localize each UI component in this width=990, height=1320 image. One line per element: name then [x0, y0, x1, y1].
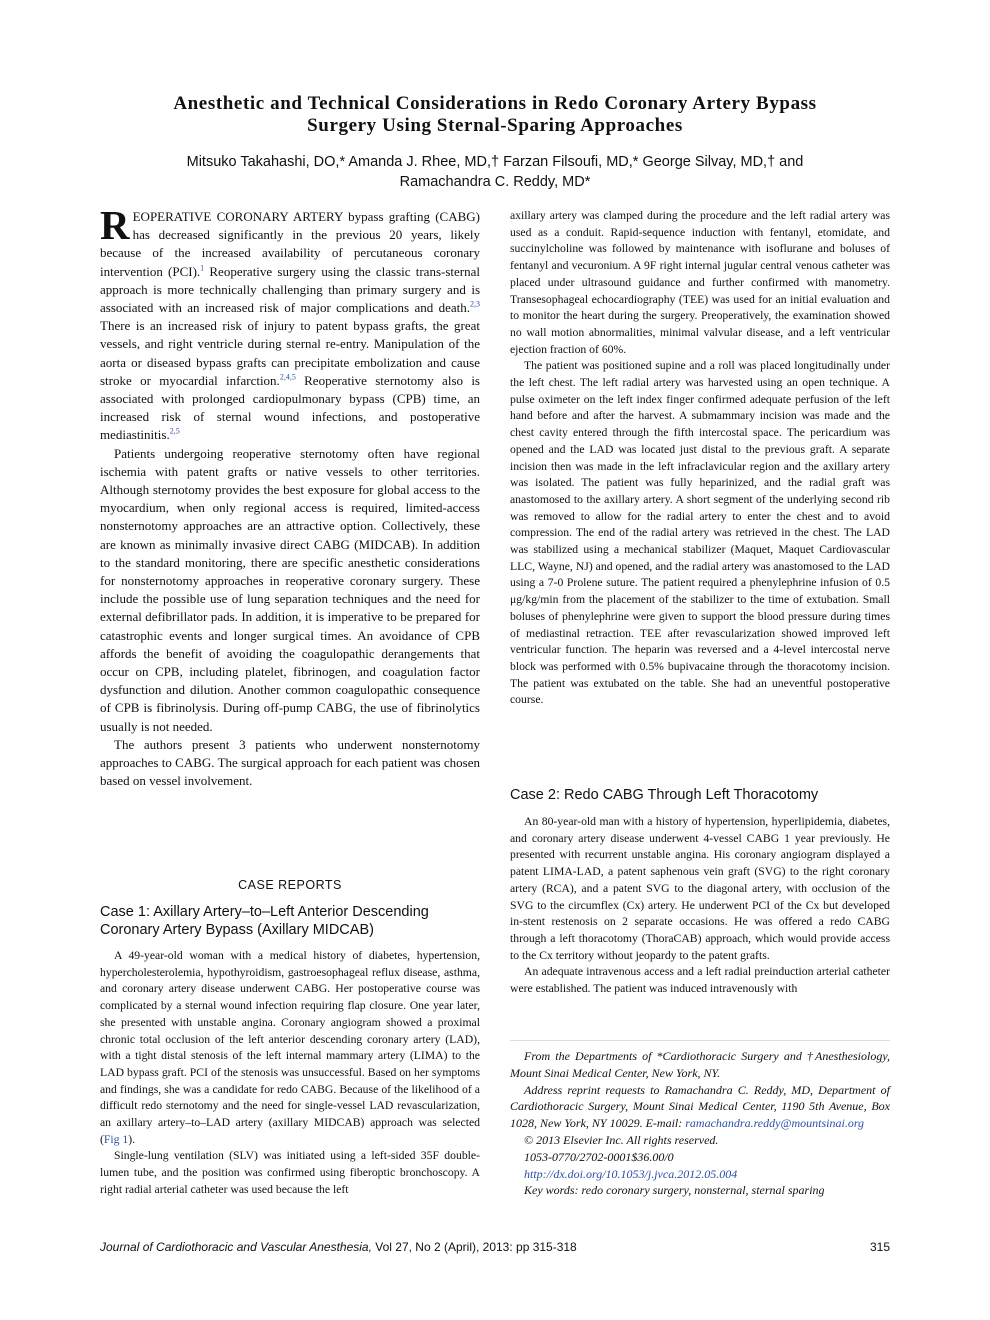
intro-paragraph-3: The authors present 3 patients who underwent nonsternotomy approaches to CABG. The surgical approach for each patient was chosen based on vessel involvement. — [100, 736, 480, 789]
citation-ref[interactable]: 2,5 — [169, 427, 180, 437]
author-line: Ramachandra C. Reddy, MD* — [399, 174, 591, 190]
drop-cap: R — [100, 202, 130, 248]
footnotes — [510, 1048, 890, 1199]
intro-text: Reoperative sternotomy also is associated with prolonged cardiopulmonary bypass (CPB) time, an increased risk of sternal wound infections, and postoperative mediastinitis. — [100, 372, 480, 443]
page-footer — [100, 1240, 890, 1254]
case2-paragraph-1: An 80-year-old man with a history of hypertension, hyperlipidemia, diabetes, and coronary artery disease underwent 4-vessel CABG 1 year previously. He presented with recurrent unstable angina. His coronary angiogram displayed a patent LIMA-LAD, a patent saphenous vein graft (SVG) to the right coronary artery (RCA), and a patent SVG to the diagonal artery, with occlusion of the SVG to the circumflex (Cx) artery. He underwent PCI of the Cx but developed in-stent restenosis on 2 separate occasions. He was offered a redo CABG through a left thoracotomy (ThoraCAB) approach, which would provide access to the Cx territory without jeopardy to the patent grafts. — [510, 815, 890, 962]
intro-text: Reoperative surgery using the classic trans-sternal approach is more technically challenging than primary surgery and is associated with an increased risk of major complications and death. — [100, 263, 480, 316]
case1-text-run: ). — [128, 1132, 136, 1146]
author-line: Mitsuko Takahashi, DO,* Amanda J. Rhee, MD,† Farzan Filsoufi, MD,* George Silvay, MD,† and — [186, 154, 804, 170]
figure-link[interactable]: Fig 1 — [103, 1132, 129, 1146]
title-line: Anesthetic and Technical Considerations in Redo Coronary Artery Bypass — [173, 93, 817, 114]
case1-paragraph-2: Single-lung ventilation (SLV) was initiated using a left-sided 35F double-lumen tube, and the position was confirmed using fiberoptic bronchoscopy. A right radial arterial catheter was used because the left — [100, 1149, 480, 1196]
citation-ref[interactable]: 2,3 — [470, 299, 480, 309]
author-list — [60, 152, 930, 192]
reprint-address-text: Address reprint requests to Ramachandra C. Reddy, MD, Department of Cardiothoracic Surgery, Mount Sinai Medical Center, 1190 5th Avenue, Box 1028, New York, NY 10029. E-mail: — [510, 1082, 890, 1131]
right-column — [510, 208, 890, 996]
case1-heading-line: Case 1: Axillary Artery–to–Left Anterior Descending — [100, 904, 429, 920]
intro-text: There is an increased risk of injury to patent bypass grafts, the great vessels, and right ventricle during sternal re-entry. Manipulation of the aorta or diseased bypass grafts can precipitate embolization and cause stroke or myocardial infarction. — [100, 318, 480, 388]
case1-heading-line: Coronary Artery Bypass (Axillary MIDCAB) — [100, 922, 374, 938]
page-number: 315 — [869, 1240, 890, 1254]
case2-paragraph-2: An adequate intravenous access and a left radial preinduction arterial catheter were established. The patient was induced intravenously with — [510, 965, 890, 996]
intro-text: EOPERATIVE CORONARY ARTERY bypass grafting (CABG) has decreased significantly in the previous 20 years, likely because of the increased availability of percutaneous coronary intervention (PCI). — [100, 209, 480, 279]
intro-paragraph-1 — [100, 202, 480, 445]
citation-ref[interactable]: 1 — [200, 263, 205, 273]
case2-heading: Case 2: Redo CABG Through Left Thoracotomy — [510, 787, 819, 803]
case2-text — [510, 814, 890, 998]
case1-paragraph-4: The patient was positioned supine and a roll was placed longitudinally under the left chest. The left radial artery was harvested using an open technique. A pulse oximeter on the left index finger confirmed adequate perfusion of the left hand before and after the harvest. A submammary incision was made and the chest cavity entered through the fifth intercostal space. The pericardium was opened and the LAD was located just distal to the previous graft. A separate incision then was made in the left infraclavicular region and the axillary artery was isolated. The patient was fully heparinized, and the radial graft was anastomosed to the axillary artery. A short segment of the underlying second rib was removed to allow for the radial artery to enter the chest and to avoid compression. The end of the radial artery was retrieved in the chest. The LAD was stabilized using a mechanical stabilizer (Maquet, Maquet Cardiovascular LLC, Wayne, NJ) and opened, and the radial artery was anastomosed to the LAD using a 7-0 Prolene suture. The patient required a phenylephrine infusion of 0.5 μg/kg/min from the placement of the stabilizer to the time of extubation. Small boluses of phenylephrine were given to support the blood pressure during times of mediastinal retraction. TEE after revascularization showed improved left ventricular function. The heparin was reversed and a 4-level intercostal nerve block was performed with 0.5% bupivacaine through the thoracotomy incision. The patient was extubated on the table. She had an uneventful postoperative course. — [510, 359, 890, 707]
citation-ref[interactable]: 2,4,5 — [279, 372, 296, 382]
reprint-address — [510, 1082, 890, 1132]
case1-paragraph-3: axillary artery was clamped during the procedure and the left radial artery was used as a conduit. Rapid-sequence induction with fentanyl, etomidate, and succinylcholine was followed by maintenance with isoflurane and boluses of fentanyl and vecuronium. A 9F right internal jugular central venous catheter was placed under ultrasound guidance and further confirmed with manometry. Transesophageal echocardiography (TEE) was used for an initial evaluation and to monitor the heart during the surgery. Preoperatively, the examination showed no wall motion abnormalities, minimal valvular disease, and a left ventricular ejection fraction of 60%. — [510, 209, 890, 356]
left-column — [100, 202, 480, 1196]
journal-citation: Vol 27, No 2 (April), 2013: pp 315-318 — [371, 1240, 577, 1254]
article-title — [60, 93, 930, 137]
intro-paragraph-2: Patients undergoing reoperative sternotomy often have regional ischemia with patent grafts or native vessels to other territories. Although sternotomy provides the best exposure for global access to the myocardium, when only regional access is required, limited-access nonsternotomy approaches are an attractive option. Collectively, these are known as minimally invasive direct CABG (MIDCAB). In addition to the standard monitoring, there are specific anesthetic considerations for nonsternotomy approaches in reoperative coronary surgery. These include the possible use of lung separation techniques and the need for external defibrillator pads. In addition, it is imperative to be prepared for catastrophic events and longer surgical times. An avoidance of CPB affords the benefit of avoiding the coagulopathic derangements that occur on CPB, including platelet, fibrinogen, and coagulation factor dysfunction and dilution. Another common coagulopathic consequence of CPB is fibrinolysis. During off-pump CABG, the use of fibrinolytics usually is not needed. — [100, 445, 480, 734]
case1-heading — [100, 903, 480, 939]
journal-name: Journal of Cardiothoracic and Vascular Anesthesia, — [100, 1240, 372, 1254]
doi-link[interactable]: http://dx.doi.org/10.1053/j.jvca.2012.05.004 — [524, 1166, 738, 1181]
copyright-note: © 2013 Elsevier Inc. All rights reserved. — [524, 1132, 719, 1147]
case1-paragraph-1 — [100, 948, 480, 1148]
issn-note: 1053-0770/2702-0001$36.00/0 — [524, 1149, 674, 1164]
keywords-note: Key words: redo coronary surgery, nonsternal, sternal sparing — [524, 1183, 825, 1198]
title-line: Surgery Using Sternal-Sparing Approaches — [307, 115, 683, 136]
email-link[interactable]: ramachandra.reddy@mountsinai.org — [685, 1116, 865, 1131]
case1-text-run: A 49-year-old woman with a medical history of diabetes, hypertension, hypercholesterolemia, hypothyroidism, gastroesophageal reflux disease, asthma, and coronary artery disease underwent CABG. Her postoperative course was complicated by a sternal wound infection requiring flap closure. One year later, she presented with unstable angina. Coronary angiogram showed a proximal chronic total occlusion of the left anterior descending coronary artery (LAD), with a tight distal stenosis of the left internal mammary artery (LIMA) to the LAD bypass graft. PCI of the stenosis was unsuccessful. Based on her symptoms and findings, she was a candidate for redo CABG. Because of the likelihood of a difficult redo sternotomy and the need for single-vessel LAD revascularization, an axillary artery–to–LAD artery (axillary MIDCAB) approach was selected ( — [100, 949, 480, 1146]
footnote-divider — [510, 1040, 890, 1041]
case1-text — [100, 948, 480, 1199]
section-heading-case-reports: CASE REPORTS — [238, 878, 342, 892]
affiliation-note: From the Departments of *Cardiothoracic Surgery and †Anesthesiology, Mount Sinai Medical Center, New York, NY. — [510, 1049, 890, 1080]
